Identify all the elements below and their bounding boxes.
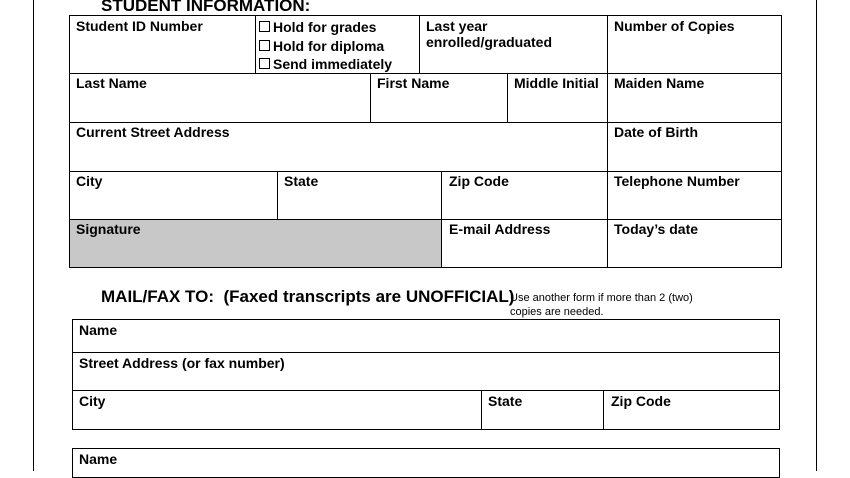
city-field[interactable] (69, 171, 278, 220)
page-right-edge (816, 0, 817, 471)
recipient-1-zip-label: Zip Code (611, 393, 671, 409)
send-immediately-checkbox[interactable] (259, 58, 270, 69)
state-label: State (284, 173, 319, 189)
hold-options-field (255, 15, 420, 74)
first-name-field[interactable] (370, 73, 508, 123)
date-of-birth-field[interactable] (607, 122, 782, 172)
recipient-1-name-field[interactable] (72, 319, 780, 353)
recipient-1-street-field[interactable] (72, 352, 780, 391)
first-name-label: First Name (377, 75, 450, 91)
mail-note-line2: copies are needed. (510, 306, 604, 318)
last-name-field[interactable] (69, 73, 371, 123)
email-label: E-mail Address (449, 221, 551, 237)
date-of-birth-label: Date of Birth (614, 124, 698, 140)
number-of-copies-field[interactable] (607, 15, 782, 74)
recipient-1-street-label: Street Address (or fax number) (79, 355, 285, 371)
maiden-name-field[interactable] (607, 73, 782, 123)
telephone-field[interactable] (607, 171, 782, 220)
todays-date-label: Today’s date (614, 221, 699, 237)
student-id-label: Student ID Number (76, 18, 203, 34)
last-year-label-line2: enrolled/graduated (426, 34, 553, 50)
signature-label: Signature (76, 221, 141, 237)
state-field[interactable] (277, 171, 442, 220)
page-left-edge (33, 0, 34, 471)
hold-for-diploma-checkbox[interactable] (259, 40, 270, 51)
hold-for-diploma-option[interactable]: Hold for diploma (259, 37, 384, 55)
middle-initial-label: Middle Initial (514, 75, 599, 91)
middle-initial-field[interactable] (507, 73, 608, 123)
zip-code-field[interactable] (441, 171, 608, 220)
recipient-2-name-field[interactable] (72, 448, 780, 478)
telephone-label: Telephone Number (614, 173, 740, 189)
street-address-label: Current Street Address (76, 124, 230, 140)
todays-date-field[interactable] (607, 219, 782, 268)
student-section-title: STUDENT INFORMATION: (101, 0, 311, 15)
zip-code-label: Zip Code (449, 173, 509, 189)
signature-field[interactable] (69, 219, 442, 268)
send-immediately-option[interactable]: Send immediately (259, 55, 392, 73)
recipient-1-state-field[interactable] (481, 390, 604, 430)
student-id-field[interactable] (69, 15, 256, 74)
mail-note-line1: Use another form if more than 2 (two) (510, 292, 693, 304)
last-year-field[interactable] (419, 15, 608, 74)
number-of-copies-label: Number of Copies (614, 18, 735, 34)
hold-for-grades-checkbox[interactable] (259, 21, 270, 32)
recipient-1-name-label: Name (79, 322, 118, 338)
mail-section-title: MAIL/FAX TO: (Faxed transcripts are UNOFFICIAL) (101, 287, 515, 306)
recipient-1-city-field[interactable] (72, 390, 482, 430)
email-field[interactable] (441, 219, 608, 268)
recipient-1-zip-field[interactable] (603, 390, 780, 430)
hold-for-grades-option[interactable]: Hold for grades (259, 18, 376, 36)
recipient-1-city-label: City (79, 393, 106, 409)
recipient-2-name-label: Name (79, 451, 118, 467)
city-label: City (76, 173, 103, 189)
street-address-field[interactable] (69, 122, 608, 172)
maiden-name-label: Maiden Name (614, 75, 705, 91)
last-year-label-line1: Last year (426, 18, 488, 34)
recipient-1-state-label: State (488, 393, 523, 409)
last-name-label: Last Name (76, 75, 147, 91)
